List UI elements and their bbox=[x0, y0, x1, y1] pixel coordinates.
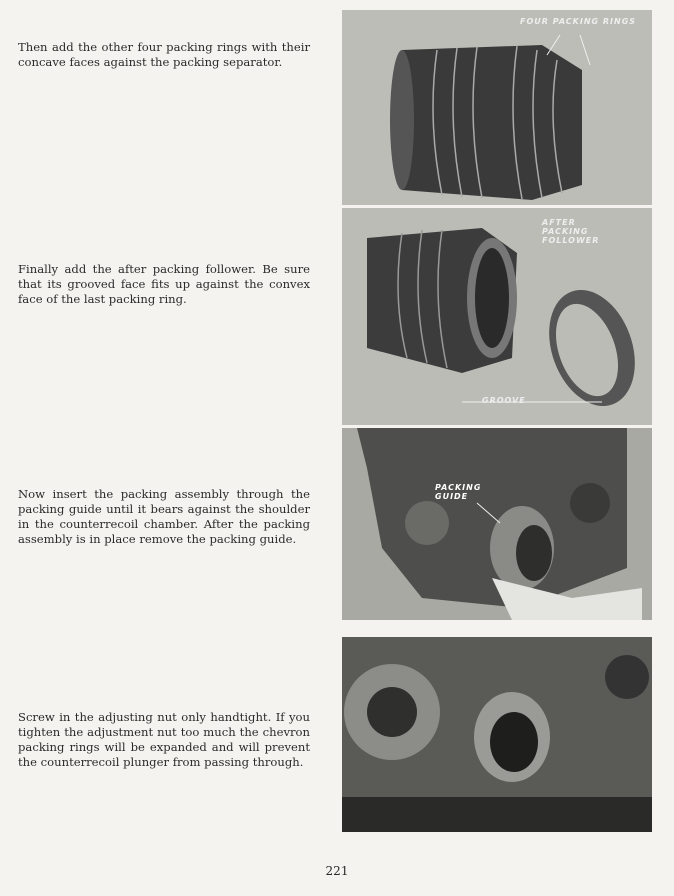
photo-four-packing-rings bbox=[342, 10, 652, 205]
paragraph-packing-guide: Now insert the packing assembly through the packing guide until it bears against the shoulder in the counterrecoil chamber. After the packing assembly is in place remove the packing guide. bbox=[18, 487, 310, 546]
packing-assembly-image bbox=[342, 10, 652, 205]
photo-adjusting-nut bbox=[342, 637, 652, 832]
paragraph-after-packing-follower: Finally add the after packing follower. Be sure that its grooved face fits up against the convex face of the last packing ring. bbox=[18, 262, 310, 306]
label-four-packing-rings: FOUR PACKING RINGS bbox=[520, 17, 637, 26]
label-line-follower: FOLLOWER bbox=[542, 236, 600, 245]
label-line-after: AFTER bbox=[542, 218, 576, 227]
adjusting-nut-image bbox=[342, 637, 652, 832]
label-after-packing-follower bbox=[542, 218, 599, 245]
paragraph-four-packing-rings: Then add the other four packing rings with their concave faces against the packing separator. bbox=[18, 40, 310, 69]
label-line-packing: PACKING bbox=[542, 227, 589, 236]
label-groove: GROOVE bbox=[482, 396, 526, 405]
page-number: 221 bbox=[325, 864, 349, 878]
follower-image bbox=[342, 208, 652, 425]
paragraph-adjusting-nut: Screw in the adjusting nut only handtight. If you tighten the adjustment nut too much the chevron packing rings will be expanded and will prevent the counterrecoil plunger from passing through. bbox=[18, 710, 310, 769]
label-packing-guide bbox=[435, 483, 481, 501]
counterrecoil-chamber-image bbox=[342, 428, 652, 620]
photo-packing-guide bbox=[342, 428, 652, 620]
photo-after-packing-follower bbox=[342, 208, 652, 425]
label-line-guide: GUIDE bbox=[435, 492, 469, 501]
label-line-packing: PACKING bbox=[435, 483, 482, 492]
